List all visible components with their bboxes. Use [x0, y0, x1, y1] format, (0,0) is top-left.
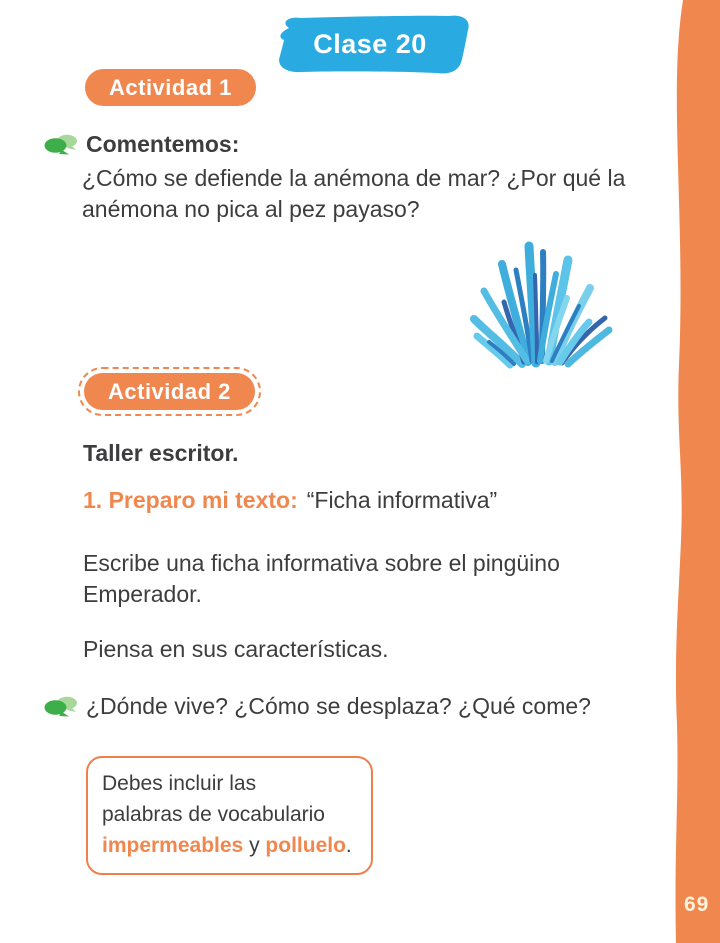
speech-bubbles-icon — [44, 695, 78, 718]
class-badge-label: Clase 20 — [313, 29, 427, 59]
vocabulary-word-1: impermeables — [102, 834, 244, 857]
instruction-paragraph: Escribe una ficha informativa sobre el pingüino Emperador. — [83, 550, 560, 607]
step-1-value: “Ficha informativa” — [306, 487, 498, 513]
page-edge-band — [666, 0, 720, 943]
discussion-question: ¿Dónde vive? ¿Cómo se desplaza? ¿Qué come? — [86, 693, 591, 719]
note-period: . — [345, 834, 352, 857]
note-line-1: Debes incluir las — [102, 772, 257, 795]
comentemos-heading: Comentemos: — [86, 131, 240, 157]
class-badge — [268, 13, 472, 76]
activity-1-badge — [85, 69, 256, 106]
discussion-question-row — [44, 692, 591, 721]
step-1-label: 1. Preparo mi texto: — [83, 487, 298, 513]
speech-bubbles-icon — [44, 133, 78, 156]
page-number: 69 — [684, 893, 710, 916]
activity-1-badge-label: Actividad 1 — [85, 69, 256, 106]
vocabulary-word-2: polluelo — [265, 834, 346, 857]
workshop-title: Taller escritor. — [83, 440, 239, 466]
note-conjunction: y — [243, 834, 266, 857]
activity-2-badge — [78, 367, 261, 416]
step-1-line — [83, 485, 497, 516]
vocabulary-note-box — [86, 756, 373, 875]
comentemos-row — [44, 130, 239, 159]
note-line-2: palabras de vocabulario — [102, 803, 325, 826]
activity-1-question: ¿Cómo se defiende la anémona de mar? ¿Por qué la anémona no pica al pez payaso? — [82, 165, 626, 222]
activity-2-badge-label: Actividad 2 — [84, 373, 255, 410]
sea-anemone-illustration — [452, 231, 624, 369]
think-paragraph: Piensa en sus características. — [83, 636, 389, 662]
note-line-3 — [102, 830, 355, 861]
